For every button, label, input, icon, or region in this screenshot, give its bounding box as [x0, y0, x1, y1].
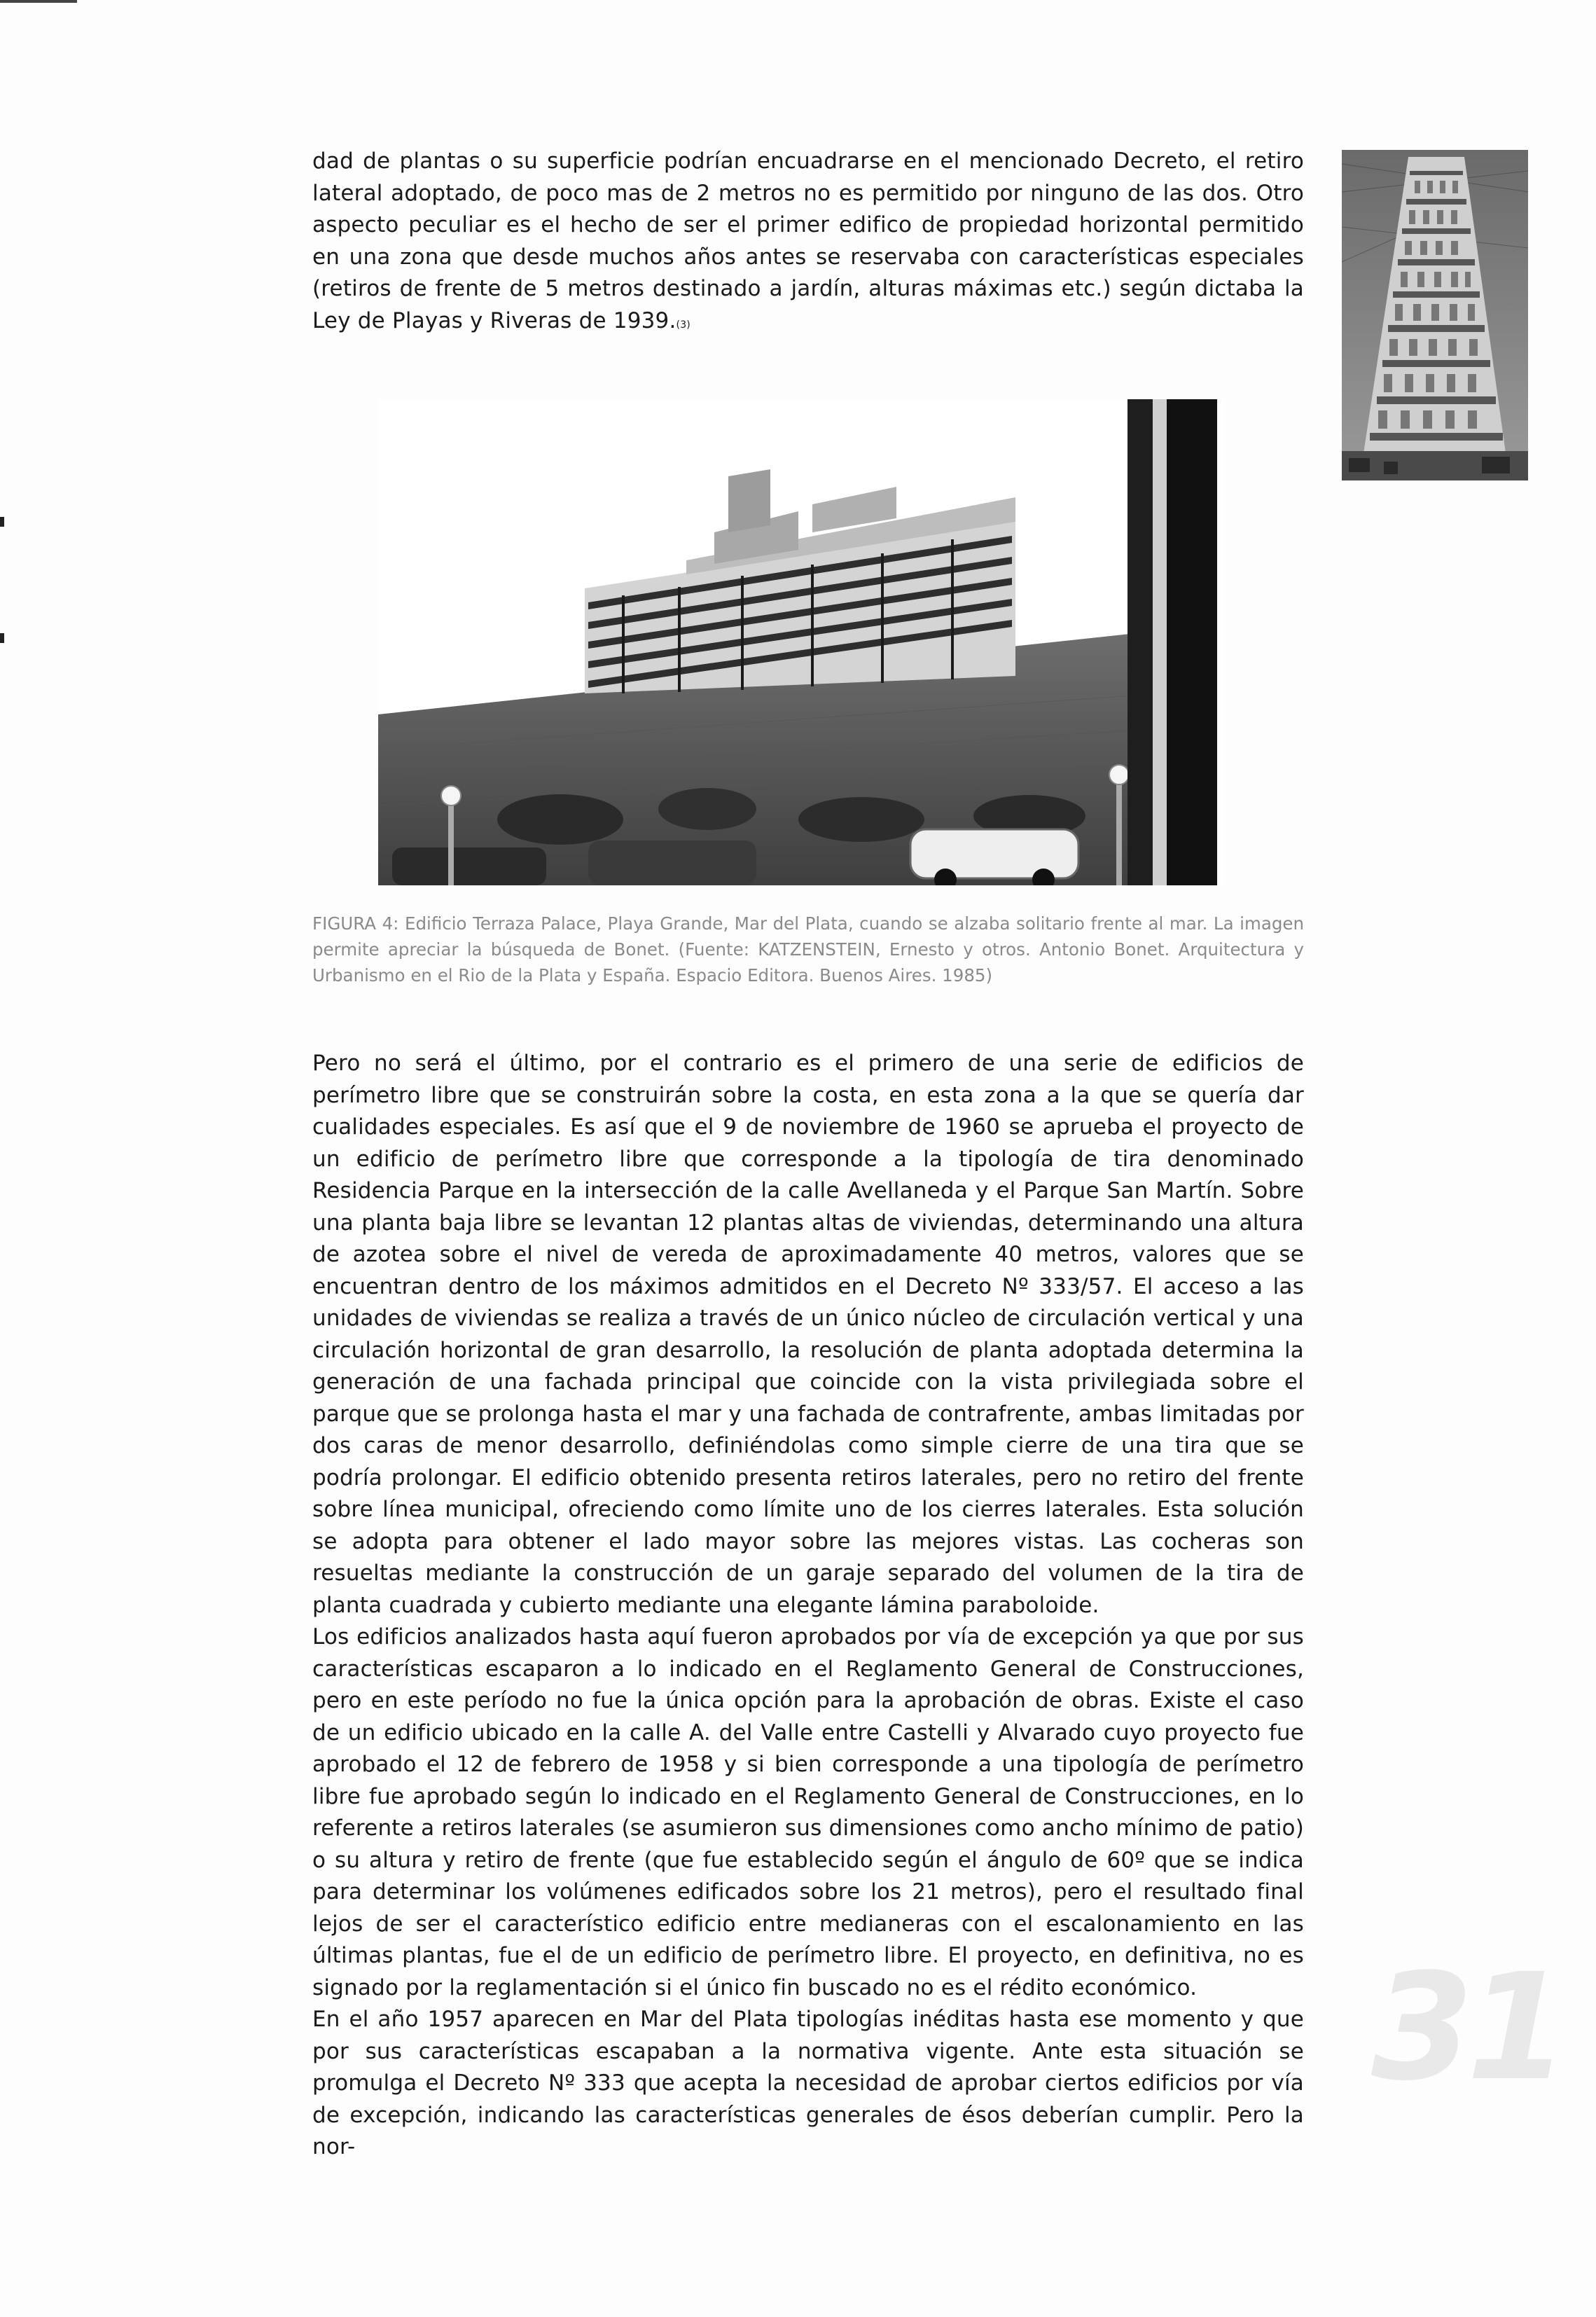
page-number: 31 [1371, 1942, 1562, 2113]
figure-caption: FIGURA 4: Edificio Terraza Palace, Playa Grande, Mar del Plata, cuando se alzaba solitario frente al mar. La imagen permite apreciar la búsqueda de Bonet. (Fuente: KATZENSTEIN, Ernesto y otros. Antonio Bonet. Arquitectura y Urbanismo en el Rio de la Plata y España. Espacio Editora. Buenos Aires. 1985) [312, 913, 1304, 985]
footnote-ref: (3) [676, 319, 691, 331]
body-paragraph: Los edificios analizados hasta aquí fueron aprobados por vía de excepción ya que por sus características escaparon a lo indicado en el Reglamento General de Construcciones, pero en este período no fue la única opción para la aprobación de obras. Existe el caso de un edificio ubicado en la calle A. del Valle entre Castelli y Alvarado cuyo proyecto fue aprobado el 12 de febrero de 1958 y si bien corresponde a una tipología de perímetro libre fue aprobado según lo indicado en el Reglamento General de Construcciones, en lo referente a retiros laterales (se asumieron sus dimensiones como ancho mínimo de patio) o su altura y retiro de frente (que fue establecido según el ángulo de 60º que se indica para determinar los volúmenes edificados sobre los 21 metros), pero el resultado final lejos de ser el característico edificio entre medianeras con el escalonamiento en las últimas plantas, fue el de un edificio de perímetro libre. El proyecto, en definitiva, no es signado por la reglamentación si el único fin buscado no es el rédito económico. [312, 1624, 1304, 2000]
terraza-palace-photo-image [378, 399, 1224, 885]
tower-of-babel-thumbnail [1342, 150, 1528, 480]
top-edge-rule [0, 0, 77, 3]
body-paragraph: En el año 1957 aparecen en Mar del Plata tipologías inéditas hasta ese momento y que por sus características escapaban a la normativa vigente. Ante esta situación se promulga el Decreto Nº 333 que acepta la necesidad de aprobar ciertos edificios por vía de excepción, indicando las características generales de ésos deberían cumplir. Pero la nor- [312, 2007, 1304, 2159]
intro-text [312, 146, 1304, 341]
body-paragraph: Pero no será el último, por el contrario es el primero de una serie de edificios de perímetro libre que se construirán sobre la costa, en esta zona a la que se quería dar cualidades especiales. Es así que el 9 de noviembre de 1960 se aprueba el proyecto de un edificio de perímetro libre que corresponde a la tipología de tira denominado Residencia Parque en la intersección de la calle Avellaneda y el Parque San Martín. Sobre una planta baja libre se levantan 12 plantas altas de viviendas, determinando una altura de azotea sobre el nivel de vereda de aproximadamente 40 metros, valores que se encuentran dentro de los máximos admitidos en el Decreto Nº 333/57. El acceso a las unidades de viviendas se realiza a través de un único núcleo de circulación vertical y una circulación horizontal de gran desarrollo, la resolución de planta adoptada determina la generación de una fachada principal que coincide con la vista privilegiada sobre el parque que se prolonga hasta el mar y una fachada de contrafrente, ambas limitadas por dos caras de menor desarrollo, definiéndolas como simple cierre de una tira que se podría prolongar. El edificio obtenido presenta retiros laterales, pero no retiro del frente sobre línea municipal, ofreciendo como límite uno de los cierres laterales. Esta solución se adopta para obtener el lado mayor sobre las mejores vistas. Las cocheras son resueltas mediante la construcción de un garaje separado del volumen de la tira de planta cuadrada y cubierto mediante una elegante lámina paraboloide. [312, 1051, 1304, 1618]
intro-paragraph [312, 146, 1304, 341]
tower-engraving-image [1342, 150, 1528, 480]
binding-mark [0, 517, 4, 527]
binding-mark [0, 633, 4, 643]
body-text [312, 1048, 1304, 2164]
intro-paragraph-text: dad de plantas o su superficie podrían encuadrarse en el mencionado Decreto, el retiro lateral adoptado, de poco mas de 2 metros no es permitido por ninguno de las dos. Otro aspecto peculiar es el hecho de ser el primer edifico de propiedad horizontal permitido en una zona que desde muchos años antes se reservaba con características especiales (retiros de frente de 5 metros destinado a jardín, alturas máximas etc.) según dictaba la Ley de Playas y Riveras de 1939. [312, 148, 1304, 333]
figure-4-photo-terraza-palace [378, 399, 1224, 885]
